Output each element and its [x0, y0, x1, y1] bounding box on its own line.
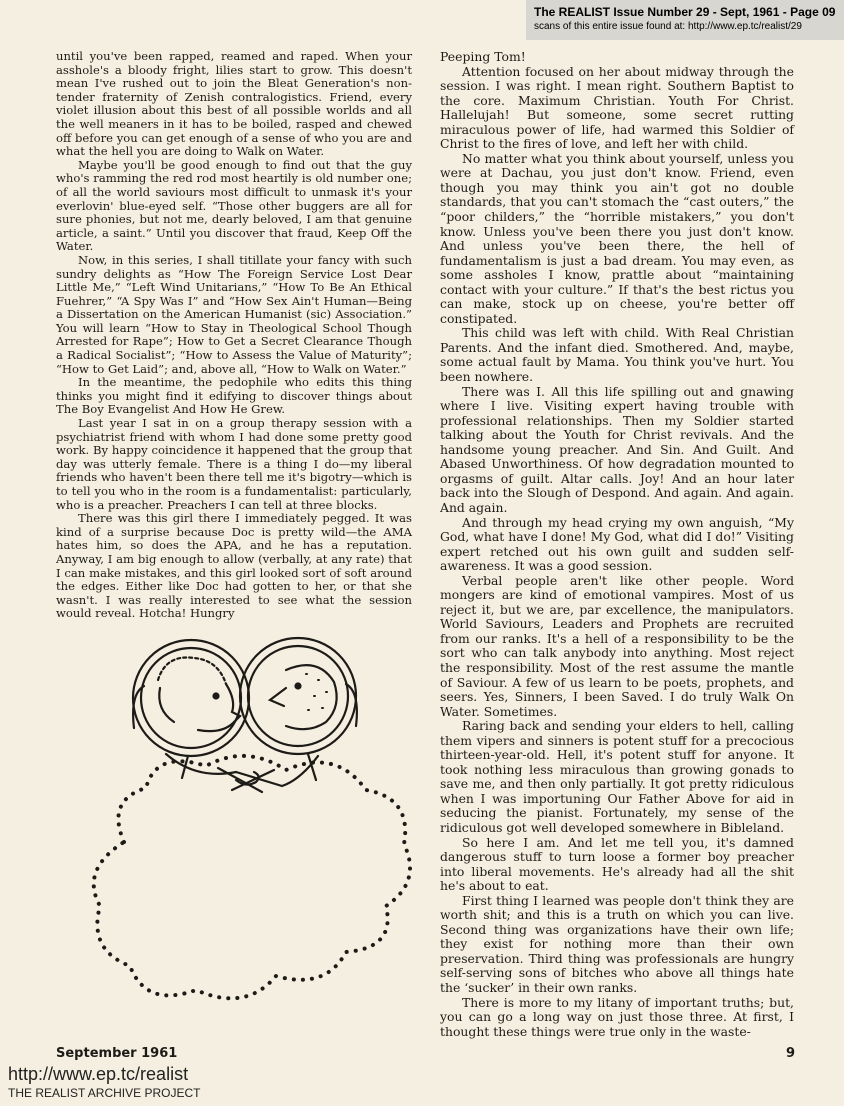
banner-title: The REALIST Issue Number 29 - Sept, 1961 - Page 09	[534, 5, 836, 19]
archive-project-name: THE REALIST ARCHIVE PROJECT	[8, 1086, 201, 1100]
right-helmet	[240, 638, 356, 754]
paragraph: Peeping Tom!	[440, 49, 526, 64]
paragraph: There is more to my litany of important truths; but, you can go a long way on just those three. At first, I thought these things were true only in the waste-	[440, 994, 794, 1039]
paragraph: In the meantime, the pedophile who edits this thing thinks you might find it edifying to discover things about The Boy Evangelist And How He Grew.	[56, 375, 412, 417]
paragraph: And through my head crying my own anguish, “My God, what have I done! My God, what did I do!” Visiting expert retched out his own guilt and sudden self-awareness. It was a good session.	[440, 514, 794, 574]
archive-url-link[interactable]: http://www.ep.tc/realist	[8, 1064, 189, 1084]
paragraph: Raring back and sending your elders to hell, calling them vipers and sinners is potent stuff for a precocious thirteen-year-old. Hell, it's potent stuff for anyone. It took nothing less miraculous than growing gonads to save me, and then only partially. It got pretty ridiculous when I was importuning Our Father Above for aid in seducing the pianist. Fortunately, my sense of the ridiculous got well developed somewhere in Bibleland.	[440, 718, 794, 835]
paragraph: No matter what you think about yourself, unless you were at Dachau, you just don't know. Friend, even though you may think you ain't got no double standards, that you can't stomach the “cast outers,” the “poor childers,” the “horrible mistakers,” you don't know. Unless you've been there you just don't know. And unless you've been there, the hell of fundamentalism is just a bad dream. You may even, as some assholes I know, prattle about “maintaining contact with your culture.” If that's the best rictus you can make, stock up on cheese, you're better off constipated.	[440, 150, 794, 326]
paragraph: So here I am. And let me tell you, it's damned dangerous stuff to turn loose a former boy preacher into liberal movements. He's already had all the shit he's about to eat.	[440, 834, 794, 894]
archive-banner	[526, 0, 844, 40]
page-number: 9	[786, 1046, 796, 1061]
paragraph: There was this girl there I immediately pegged. It was kind of a surprise because Doc is pretty wild—the AMA hates him, so does the APA, and he has a reputation. Anyway, I am big enough to allow (verbally, at any rate) that I can make mistakes, and this girl looked sort of soft around the edges. Either like Doc had gotten to her, or that she wasn't. I was really interested to see what the session would reveal. Hotcha! Hungry	[56, 511, 412, 621]
issue-date: September 1961	[56, 1046, 178, 1061]
paragraph: Verbal people aren't like other people. Word mongers are kind of emotional vampires. Most of us reject it, but we are, par excellence, the manipulators. World Saviours, Leaders and Prophets are recruited from our ranks. It's a hell of a responsibility to be the sort who can talk anybody into anything. Most reject the responsibility. Most of the rest assume the mantle of Saviour. A few of us learn to be poets, prophets, and seers. Yes, Sinners, I been Saved. I do truly Walk On Water. Sometimes.	[440, 572, 794, 719]
paragraph: Last year I sat in on a group therapy session with a psychiatrist friend with whom I had done some pretty good work. By happy coincidence it happened that the group that day was utterly female. There is a thing I do—my liberal friends who haven't been there tell me it's bigotry—which is to tell you who in the room is a fundamentalist: particularly, who is a preacher. Preachers I can tell at three blocks.	[56, 416, 412, 512]
paragraph: There was I. All this life spilling out and gnawing where I live. Visiting expert having trouble with professional relationships. Then my Soldier started talking about the Youth for Christ revivals. And the handsome young preacher. And Sin. And Guilt. And Abased Unworthiness. Of how degradation mounted to orgasms of guilt. Altar calls. Joy! And an hour later back into the Slough of Despond. And again. And again. And again.	[440, 383, 794, 515]
astronaut-couple-illustration	[86, 630, 426, 1040]
left-column	[56, 50, 412, 621]
right-column	[440, 50, 794, 1039]
paragraph: until you've been rapped, reamed and raped. When your asshole's a bloody fright, lilies start to grow. This doesn't mean I've rushed out to join the Bleat Generation's non-tender fraternity of Zenish contralogistics. Friend, every violet illusion about this best of all possible worlds and all the well meaners in it has to be boiled, rasped and chewed off before you can get enough of a sense of who you are and what the hell you are doing to Walk on Water.	[56, 49, 412, 159]
paragraph: Attention focused on her about midway through the session. I was right. I mean right. Southern Baptist to the core. Maximum Christian. Youth For Christ. Hallelujah! But someone, some secret rutting miraculous power of life, had warmed this Soldier of Christ to the fires of love, and left her with child.	[440, 63, 794, 152]
dotted-cloud	[94, 756, 410, 998]
paragraph: First thing I learned was people don't think they are worth shit; and this is a truth on which you can live. Second thing was organizations have their own life; they exist for nothing more than their own preservation. Third thing was professionals are hungry self-serving sons of bitches who above all things hate the ‘sucker’ in their own ranks.	[440, 892, 794, 995]
paragraph: Maybe you'll be good enough to find out that the guy who's ramming the red rod most heartily is old number one; of all the world saviours most difficult to unmask it's your everlovin' blue-eyed self. “Those other buggers are all for sure phonies, but not me, dearly beloved, I am that genuine article, a saint.” Until you discover that fraud, Keep Off the Water.	[56, 157, 412, 254]
paragraph: Now, in this series, I shall titillate your fancy with such sundry delights as “How The Foreign Service Lost Dear Little Me,” “Left Wind Unitarians,” “How To Be An Ethical Fuehrer,” “A Spy Was I” and “How Sex Ain't Human—Being a Dissertation on the American Humanist (sic) Association.” You will learn “How to Stay in Theological School Though Arrested for Rape”; How to Get a Secret Clearance Though a Radical Socialist”; “How to Assess the Value of Maturity”; “How to Get Laid”; and, above all, “How to Walk on Water.”	[56, 252, 412, 376]
banner-subtitle: scans of this entire issue found at: http://www.ep.tc/realist/29	[534, 21, 802, 32]
paragraph: This child was left with child. With Real Christian Parents. And the infant died. Smothered. And, maybe, some actual fault by Mama. You think you've hurt. You been nowhere.	[440, 325, 794, 385]
